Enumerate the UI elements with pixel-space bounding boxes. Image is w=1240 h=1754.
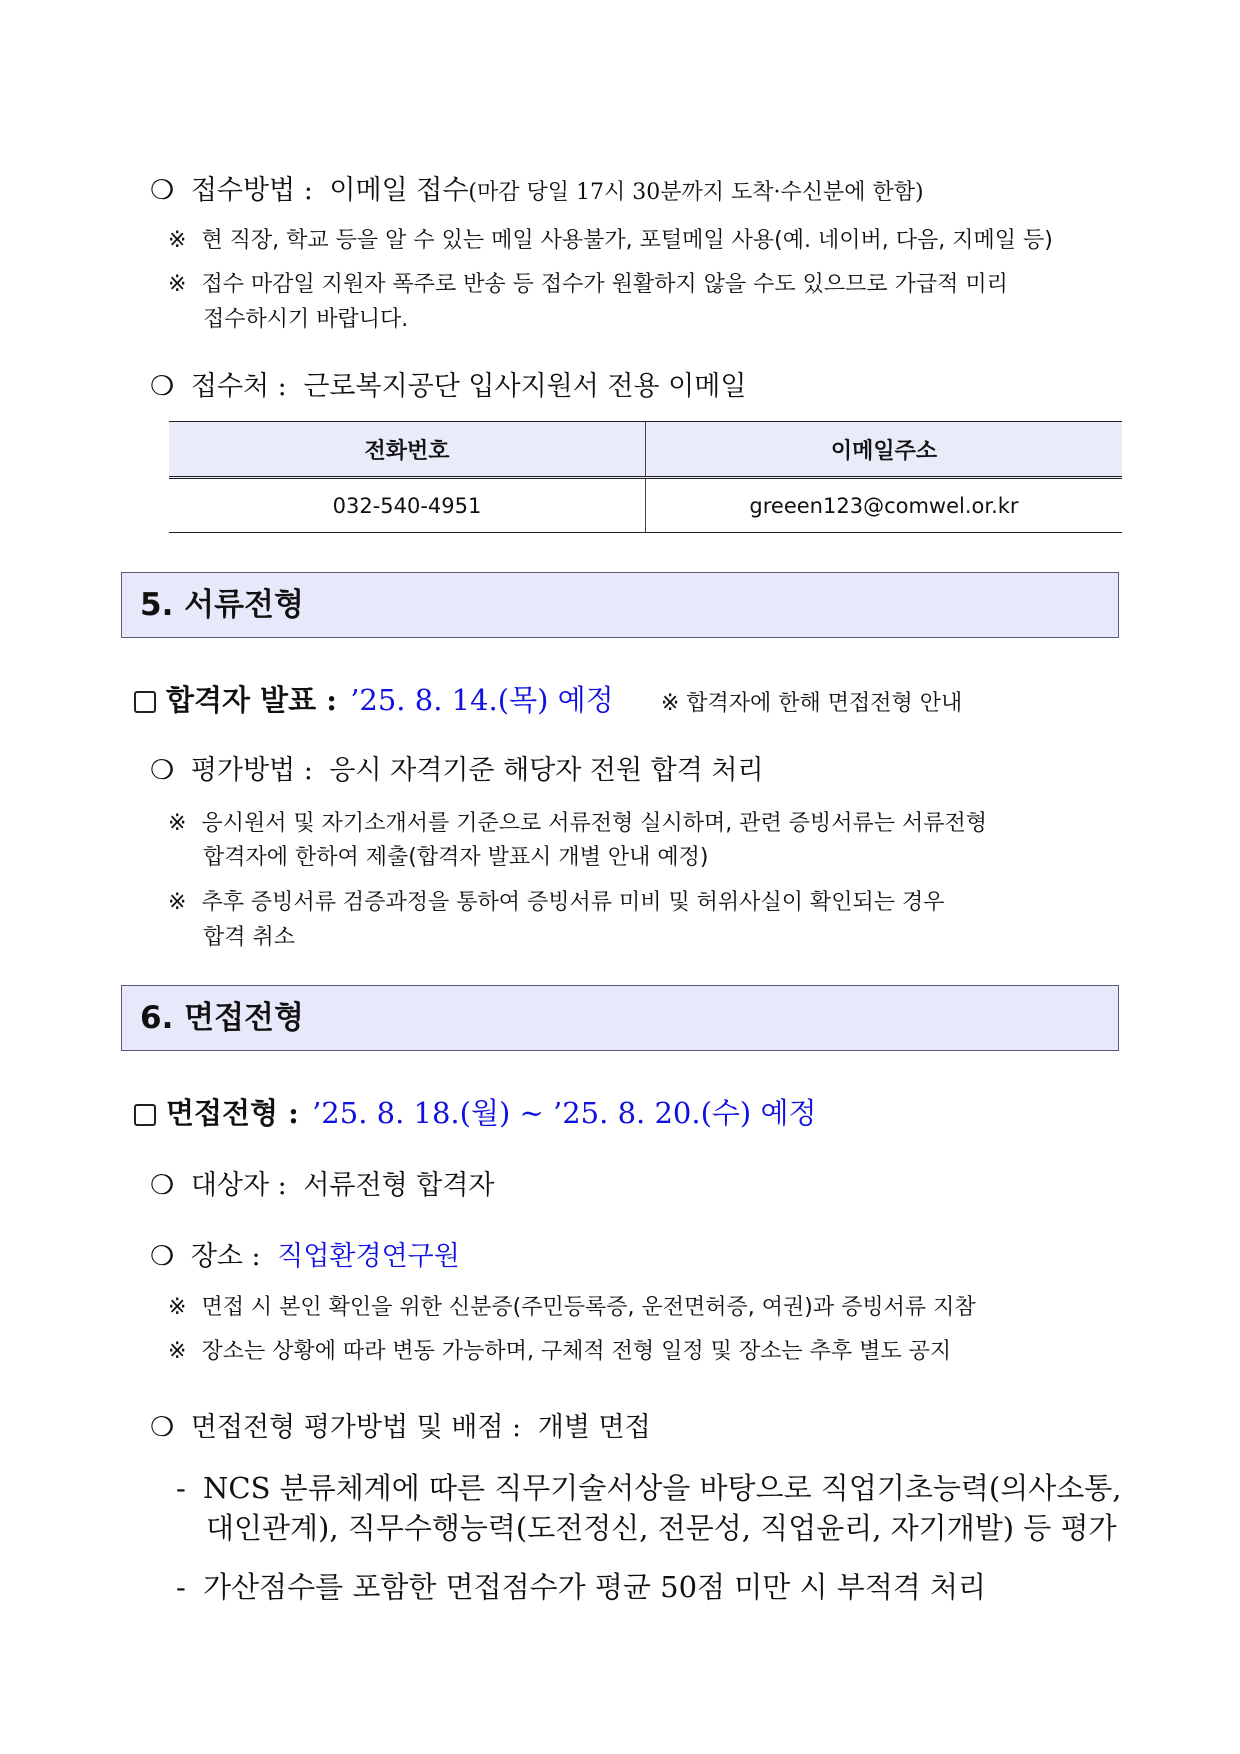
contact-table [169, 421, 1122, 533]
dash-bullet-icon: - [176, 1570, 186, 1604]
eval-method-line [150, 748, 764, 787]
reception-note-2 [168, 267, 1008, 298]
reception-method-label: 접수방법 : [190, 175, 313, 206]
target-value: 서류전형 합격자 [303, 1170, 495, 1201]
dash-bullet-icon: - [176, 1471, 186, 1505]
reference-mark-icon: ※ [168, 228, 187, 253]
table-cell-email: greeen123@comwel.or.kr [645, 479, 1122, 532]
interview-item-text: 가산점수를 포함한 면접점수가 평균 50점 미만 시 부적격 처리 [203, 1570, 987, 1604]
circle-bullet-icon: ❍ [150, 755, 175, 786]
location-line [150, 1234, 460, 1273]
circle-bullet-icon: ❍ [150, 1241, 175, 1272]
reception-place-label: 접수처 : [190, 371, 287, 402]
section6-note-text: 면접 시 본인 확인을 위한 신분증(주민등록증, 운전면허증, 여권)과 증빙서류 지참 [201, 1295, 976, 1320]
announce-note: ※ 합격자에 한해 면접전형 안내 [660, 691, 963, 716]
interview-method-value: 개별 면접 [537, 1412, 651, 1443]
section5-note-1 [168, 806, 987, 837]
eval-method-value: 응시 자격기준 해당자 전원 합격 처리 [329, 755, 764, 786]
circle-bullet-icon: ❍ [150, 1170, 175, 1201]
section6-note-2 [168, 1334, 951, 1365]
table-cell-phone: 032-540-4951 [332, 493, 482, 518]
interview-schedule-date: ’25. 8. 18.(월) ~ ’25. 8. 20.(수) 예정 [312, 1096, 817, 1130]
announce-label: 합격자 발표 : [166, 683, 337, 717]
checkbox-bullet-icon [134, 1104, 156, 1126]
reception-note-1 [168, 223, 1053, 254]
interview-schedule-line [134, 1091, 816, 1132]
table-row [169, 479, 1122, 533]
interview-item-1 [176, 1466, 1121, 1507]
interview-method-label: 면접전형 평가방법 및 배점 : [190, 1412, 522, 1443]
checkbox-bullet-icon [134, 691, 156, 713]
announce-date: ’25. 8. 14.(목) 예정 [350, 683, 614, 717]
target-line [150, 1163, 495, 1202]
section5-note-1-cont: 합격자에 한하여 제출(합격자 발표시 개별 안내 예정) [203, 845, 709, 870]
section-5-heading: 5. 서류전형 [121, 572, 1119, 638]
reference-mark-icon: ※ [168, 1295, 187, 1320]
section5-note-2 [168, 885, 944, 916]
reception-note-text: 접수 마감일 지원자 폭주로 반송 등 접수가 원활하지 않을 수도 있으므로 가급적 미리 [201, 272, 1008, 297]
table-header-row [169, 421, 1122, 479]
circle-bullet-icon: ❍ [150, 175, 175, 206]
interview-item-1-cont: 대인관계), 직무수행능력(도전정신, 전문성, 직업윤리, 자기개발) 등 평가 [206, 1511, 1117, 1545]
interview-schedule-label: 면접전형 : [166, 1096, 299, 1130]
announce-line [134, 678, 962, 719]
location-value: 직업환경연구원 [277, 1241, 460, 1272]
section-6-heading: 6. 면접전형 [121, 985, 1119, 1051]
eval-method-label: 평가방법 : [190, 755, 313, 786]
section5-note-2-cont: 합격 취소 [203, 925, 296, 950]
reception-place-value: 근로복지공단 입사지원서 전용 이메일 [303, 371, 747, 402]
reference-mark-icon: ※ [168, 890, 187, 915]
reception-place-line [150, 364, 746, 403]
target-label: 대상자 : [190, 1170, 287, 1201]
reference-mark-icon: ※ [168, 811, 187, 836]
interview-item-text: NCS 분류체계에 따른 직무기술서상을 바탕으로 직업기초능력(의사소통, [203, 1471, 1122, 1505]
table-header-email: 이메일주소 [645, 422, 1122, 476]
section6-note-text: 장소는 상황에 따라 변동 가능하며, 구체적 전형 일정 및 장소는 추후 별도 공지 [201, 1339, 952, 1364]
reception-note-text: 현 직장, 학교 등을 알 수 있는 메일 사용불가, 포털메일 사용(예. 네이버, 다음, 지메일 등) [201, 228, 1053, 253]
reception-method-main: 이메일 접수 [329, 175, 469, 206]
table-header-phone: 전화번호 [364, 438, 450, 464]
reference-mark-icon: ※ [168, 272, 187, 297]
section5-note-text: 추후 증빙서류 검증과정을 통하여 증빙서류 미비 및 허위사실이 확인되는 경우 [201, 890, 945, 915]
interview-method-line [150, 1405, 651, 1444]
interview-item-2 [176, 1565, 986, 1606]
section5-note-text: 응시원서 및 자기소개서를 기준으로 서류전형 실시하며, 관련 증빙서류는 서류전형 [201, 811, 987, 836]
reception-method-line [150, 168, 924, 207]
section6-note-1 [168, 1290, 976, 1321]
reference-mark-icon: ※ [168, 1339, 187, 1364]
reception-method-detail: (마감 당일 17시 30분까지 도착·수신분에 한함) [468, 180, 924, 205]
circle-bullet-icon: ❍ [150, 371, 175, 402]
reception-note-2-cont: 접수하시기 바랍니다. [203, 307, 409, 332]
location-label: 장소 : [190, 1241, 261, 1272]
circle-bullet-icon: ❍ [150, 1412, 175, 1443]
